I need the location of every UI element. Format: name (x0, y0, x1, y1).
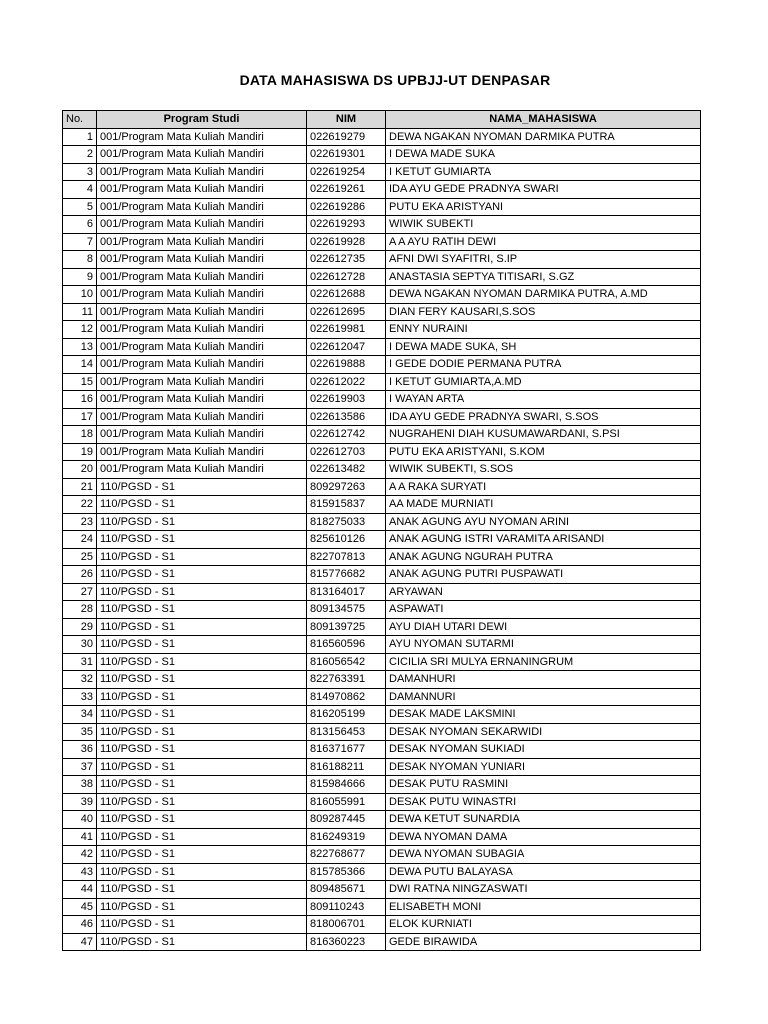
student-name-cell: AYU DIAH UTARI DEWI (386, 618, 701, 636)
table-row (63, 811, 701, 829)
row-number: 19 (63, 443, 97, 461)
nim-cell: 815785366 (307, 863, 386, 881)
row-number: 5 (63, 198, 97, 216)
program-studi-cell: 110/PGSD - S1 (97, 758, 307, 776)
nim-cell: 818006701 (307, 916, 386, 934)
program-studi-cell: 110/PGSD - S1 (97, 513, 307, 531)
table-row (63, 758, 701, 776)
row-number: 18 (63, 426, 97, 444)
row-number: 7 (63, 233, 97, 251)
program-studi-cell: 110/PGSD - S1 (97, 618, 307, 636)
row-number: 34 (63, 706, 97, 724)
row-number: 9 (63, 268, 97, 286)
row-number: 13 (63, 338, 97, 356)
program-studi-cell: 110/PGSD - S1 (97, 636, 307, 654)
program-studi-cell: 001/Program Mata Kuliah Mandiri (97, 356, 307, 374)
table-row (63, 268, 701, 286)
table-row (63, 881, 701, 899)
row-number: 44 (63, 881, 97, 899)
row-number: 21 (63, 478, 97, 496)
student-name-cell: AFNI DWI SYAFITRI, S.IP (386, 251, 701, 269)
student-name-cell: ARYAWAN (386, 583, 701, 601)
table-row (63, 251, 701, 269)
table-row (63, 723, 701, 741)
table-header-row (63, 111, 701, 129)
column-header-nim: NIM (307, 111, 386, 129)
program-studi-cell: 110/PGSD - S1 (97, 706, 307, 724)
table-row (63, 531, 701, 549)
program-studi-cell: 001/Program Mata Kuliah Mandiri (97, 391, 307, 409)
row-number: 30 (63, 636, 97, 654)
row-number: 29 (63, 618, 97, 636)
student-table (62, 110, 701, 951)
program-studi-cell: 001/Program Mata Kuliah Mandiri (97, 408, 307, 426)
row-number: 17 (63, 408, 97, 426)
table-row (63, 356, 701, 374)
nim-cell: 022612735 (307, 251, 386, 269)
student-name-cell: DEWA NGAKAN NYOMAN DARMIKA PUTRA (386, 128, 701, 146)
program-studi-cell: 001/Program Mata Kuliah Mandiri (97, 216, 307, 234)
nim-cell: 022612022 (307, 373, 386, 391)
row-number: 20 (63, 461, 97, 479)
student-name-cell: ANAK AGUNG NGURAH PUTRA (386, 548, 701, 566)
table-row (63, 933, 701, 951)
program-studi-cell: 001/Program Mata Kuliah Mandiri (97, 461, 307, 479)
program-studi-cell: 001/Program Mata Kuliah Mandiri (97, 321, 307, 339)
table-row (63, 513, 701, 531)
program-studi-cell: 110/PGSD - S1 (97, 846, 307, 864)
program-studi-cell: 110/PGSD - S1 (97, 548, 307, 566)
row-number: 10 (63, 286, 97, 304)
table-row (63, 776, 701, 794)
nim-cell: 022619888 (307, 356, 386, 374)
table-row (63, 338, 701, 356)
nim-cell: 822768677 (307, 846, 386, 864)
table-row (63, 146, 701, 164)
table-row (63, 741, 701, 759)
page-title: DATA MAHASISWA DS UPBJJ-UT DENPASAR (239, 72, 551, 88)
table-row (63, 128, 701, 146)
student-name-cell: DWI RATNA NINGZASWATI (386, 881, 701, 899)
program-studi-cell: 110/PGSD - S1 (97, 898, 307, 916)
row-number: 42 (63, 846, 97, 864)
program-studi-cell: 110/PGSD - S1 (97, 601, 307, 619)
program-studi-cell: 110/PGSD - S1 (97, 881, 307, 899)
nim-cell: 822763391 (307, 671, 386, 689)
nim-cell: 815984666 (307, 776, 386, 794)
row-number: 46 (63, 916, 97, 934)
student-name-cell: DEWA NGAKAN NYOMAN DARMIKA PUTRA, A.MD (386, 286, 701, 304)
program-studi-cell: 001/Program Mata Kuliah Mandiri (97, 443, 307, 461)
table-row (63, 181, 701, 199)
nim-cell: 816055991 (307, 793, 386, 811)
row-number: 39 (63, 793, 97, 811)
row-number: 16 (63, 391, 97, 409)
nim-cell: 022619261 (307, 181, 386, 199)
student-name-cell: WIWIK SUBEKTI, S.SOS (386, 461, 701, 479)
nim-cell: 816205199 (307, 706, 386, 724)
student-name-cell: DESAK PUTU WINASTRI (386, 793, 701, 811)
nim-cell: 022619286 (307, 198, 386, 216)
student-name-cell: DAMANHURI (386, 671, 701, 689)
table-row (63, 636, 701, 654)
program-studi-cell: 001/Program Mata Kuliah Mandiri (97, 128, 307, 146)
row-number: 27 (63, 583, 97, 601)
nim-cell: 022619928 (307, 233, 386, 251)
nim-cell: 816560596 (307, 636, 386, 654)
nim-cell: 809287445 (307, 811, 386, 829)
table-row (63, 233, 701, 251)
nim-cell: 022612742 (307, 426, 386, 444)
program-studi-cell: 001/Program Mata Kuliah Mandiri (97, 198, 307, 216)
nim-cell: 816056542 (307, 653, 386, 671)
table-row (63, 828, 701, 846)
nim-cell: 809134575 (307, 601, 386, 619)
row-number: 41 (63, 828, 97, 846)
student-name-cell: I GEDE DODIE PERMANA PUTRA (386, 356, 701, 374)
table-row (63, 163, 701, 181)
table-row (63, 303, 701, 321)
row-number: 1 (63, 128, 97, 146)
nim-cell: 825610126 (307, 531, 386, 549)
nim-cell: 809139725 (307, 618, 386, 636)
student-name-cell: DESAK MADE LAKSMINI (386, 706, 701, 724)
table-row (63, 916, 701, 934)
table-row (63, 566, 701, 584)
row-number: 6 (63, 216, 97, 234)
program-studi-cell: 001/Program Mata Kuliah Mandiri (97, 286, 307, 304)
student-name-cell: DESAK NYOMAN SEKARWIDI (386, 723, 701, 741)
nim-cell: 022619981 (307, 321, 386, 339)
program-studi-cell: 001/Program Mata Kuliah Mandiri (97, 251, 307, 269)
table-row (63, 706, 701, 724)
row-number: 26 (63, 566, 97, 584)
program-studi-cell: 001/Program Mata Kuliah Mandiri (97, 233, 307, 251)
row-number: 38 (63, 776, 97, 794)
student-name-cell: NUGRAHENI DIAH KUSUMAWARDANI, S.PSI (386, 426, 701, 444)
student-name-cell: I WAYAN ARTA (386, 391, 701, 409)
student-name-cell: ELOK KURNIATI (386, 916, 701, 934)
program-studi-cell: 001/Program Mata Kuliah Mandiri (97, 303, 307, 321)
row-number: 32 (63, 671, 97, 689)
nim-cell: 816249319 (307, 828, 386, 846)
student-name-cell: I KETUT GUMIARTA,A.MD (386, 373, 701, 391)
nim-cell: 022612047 (307, 338, 386, 356)
program-studi-cell: 110/PGSD - S1 (97, 741, 307, 759)
program-studi-cell: 110/PGSD - S1 (97, 531, 307, 549)
program-studi-cell: 110/PGSD - S1 (97, 496, 307, 514)
program-studi-cell: 001/Program Mata Kuliah Mandiri (97, 426, 307, 444)
row-number: 43 (63, 863, 97, 881)
row-number: 23 (63, 513, 97, 531)
table-row (63, 321, 701, 339)
row-number: 28 (63, 601, 97, 619)
row-number: 31 (63, 653, 97, 671)
student-name-cell: A A AYU RATIH DEWI (386, 233, 701, 251)
table-row (63, 583, 701, 601)
nim-cell: 815915837 (307, 496, 386, 514)
student-name-cell: PUTU EKA ARISTYANI (386, 198, 701, 216)
row-number: 24 (63, 531, 97, 549)
student-name-cell: I DEWA MADE SUKA, SH (386, 338, 701, 356)
row-number: 15 (63, 373, 97, 391)
nim-cell: 813156453 (307, 723, 386, 741)
nim-cell: 022612688 (307, 286, 386, 304)
student-name-cell: PUTU EKA ARISTYANI, S.KOM (386, 443, 701, 461)
row-number: 8 (63, 251, 97, 269)
nim-cell: 022612728 (307, 268, 386, 286)
row-number: 35 (63, 723, 97, 741)
student-name-cell: ANAK AGUNG PUTRI PUSPAWATI (386, 566, 701, 584)
row-number: 45 (63, 898, 97, 916)
student-name-cell: DESAK NYOMAN SUKIADI (386, 741, 701, 759)
student-name-cell: AYU NYOMAN SUTARMI (386, 636, 701, 654)
row-number: 37 (63, 758, 97, 776)
program-studi-cell: 110/PGSD - S1 (97, 776, 307, 794)
student-name-cell: A A RAKA SURYATI (386, 478, 701, 496)
table-row (63, 478, 701, 496)
nim-cell: 022613482 (307, 461, 386, 479)
nim-cell: 822707813 (307, 548, 386, 566)
student-name-cell: I DEWA MADE SUKA (386, 146, 701, 164)
student-name-cell: DEWA PUTU BALAYASA (386, 863, 701, 881)
nim-cell: 022619903 (307, 391, 386, 409)
nim-cell: 809485671 (307, 881, 386, 899)
row-number: 12 (63, 321, 97, 339)
student-name-cell: ANAK AGUNG AYU NYOMAN ARINI (386, 513, 701, 531)
row-number: 36 (63, 741, 97, 759)
nim-cell: 022612695 (307, 303, 386, 321)
student-name-cell: DIAN FERY KAUSARI,S.SOS (386, 303, 701, 321)
table-row (63, 548, 701, 566)
nim-cell: 813164017 (307, 583, 386, 601)
nim-cell: 818275033 (307, 513, 386, 531)
student-name-cell: ANAK AGUNG ISTRI VARAMITA ARISANDI (386, 531, 701, 549)
program-studi-cell: 001/Program Mata Kuliah Mandiri (97, 268, 307, 286)
program-studi-cell: 110/PGSD - S1 (97, 723, 307, 741)
nim-cell: 022619279 (307, 128, 386, 146)
program-studi-cell: 110/PGSD - S1 (97, 933, 307, 951)
nim-cell: 022619293 (307, 216, 386, 234)
program-studi-cell: 110/PGSD - S1 (97, 863, 307, 881)
nim-cell: 022613586 (307, 408, 386, 426)
program-studi-cell: 110/PGSD - S1 (97, 671, 307, 689)
student-name-cell: DAMANNURI (386, 688, 701, 706)
student-name-cell: IDA AYU GEDE PRADNYA SWARI (386, 181, 701, 199)
table-row (63, 688, 701, 706)
student-name-cell: AA MADE MURNIATI (386, 496, 701, 514)
student-name-cell: DEWA KETUT SUNARDIA (386, 811, 701, 829)
nim-cell: 816188211 (307, 758, 386, 776)
column-header-name: NAMA_MAHASISWA (386, 111, 701, 129)
row-number: 14 (63, 356, 97, 374)
student-name-cell: ENNY NURAINI (386, 321, 701, 339)
student-name-cell: DESAK PUTU RASMINI (386, 776, 701, 794)
student-name-cell: ASPAWATI (386, 601, 701, 619)
row-number: 25 (63, 548, 97, 566)
table-row (63, 601, 701, 619)
nim-cell: 809110243 (307, 898, 386, 916)
row-number: 4 (63, 181, 97, 199)
program-studi-cell: 110/PGSD - S1 (97, 811, 307, 829)
table-row (63, 618, 701, 636)
program-studi-cell: 110/PGSD - S1 (97, 688, 307, 706)
nim-cell: 022619301 (307, 146, 386, 164)
row-number: 11 (63, 303, 97, 321)
table-row (63, 373, 701, 391)
column-header-program: Program Studi (97, 111, 307, 129)
table-row (63, 408, 701, 426)
table-row (63, 898, 701, 916)
row-number: 47 (63, 933, 97, 951)
nim-cell: 816360223 (307, 933, 386, 951)
student-name-cell: CICILIA SRI MULYA ERNANINGRUM (386, 653, 701, 671)
program-studi-cell: 110/PGSD - S1 (97, 828, 307, 846)
row-number: 22 (63, 496, 97, 514)
nim-cell: 022619254 (307, 163, 386, 181)
student-name-cell: DESAK NYOMAN YUNIARI (386, 758, 701, 776)
student-name-cell: DEWA NYOMAN DAMA (386, 828, 701, 846)
table-row (63, 391, 701, 409)
row-number: 33 (63, 688, 97, 706)
table-body (63, 128, 701, 951)
program-studi-cell: 001/Program Mata Kuliah Mandiri (97, 181, 307, 199)
program-studi-cell: 001/Program Mata Kuliah Mandiri (97, 373, 307, 391)
student-name-cell: ELISABETH MONI (386, 898, 701, 916)
table-row (63, 793, 701, 811)
student-name-cell: GEDE BIRAWIDA (386, 933, 701, 951)
student-name-cell: WIWIK SUBEKTI (386, 216, 701, 234)
student-name-cell: IDA AYU GEDE PRADNYA SWARI, S.SOS (386, 408, 701, 426)
program-studi-cell: 110/PGSD - S1 (97, 793, 307, 811)
program-studi-cell: 001/Program Mata Kuliah Mandiri (97, 146, 307, 164)
program-studi-cell: 001/Program Mata Kuliah Mandiri (97, 163, 307, 181)
table-row (63, 443, 701, 461)
program-studi-cell: 110/PGSD - S1 (97, 653, 307, 671)
row-number: 2 (63, 146, 97, 164)
program-studi-cell: 110/PGSD - S1 (97, 478, 307, 496)
student-name-cell: DEWA NYOMAN SUBAGIA (386, 846, 701, 864)
table-row (63, 846, 701, 864)
nim-cell: 815776682 (307, 566, 386, 584)
student-name-cell: I KETUT GUMIARTA (386, 163, 701, 181)
column-header-no: No. (63, 111, 97, 129)
table-row (63, 286, 701, 304)
table-row (63, 863, 701, 881)
row-number: 3 (63, 163, 97, 181)
nim-cell: 809297263 (307, 478, 386, 496)
student-name-cell: ANASTASIA SEPTYA TITISARI, S.GZ (386, 268, 701, 286)
table-row (63, 216, 701, 234)
nim-cell: 816371677 (307, 741, 386, 759)
table-row (63, 461, 701, 479)
table-row (63, 496, 701, 514)
table-row (63, 426, 701, 444)
program-studi-cell: 110/PGSD - S1 (97, 566, 307, 584)
nim-cell: 814970862 (307, 688, 386, 706)
program-studi-cell: 001/Program Mata Kuliah Mandiri (97, 338, 307, 356)
table-row (63, 671, 701, 689)
row-number: 40 (63, 811, 97, 829)
table-row (63, 198, 701, 216)
program-studi-cell: 110/PGSD - S1 (97, 916, 307, 934)
table-row (63, 653, 701, 671)
program-studi-cell: 110/PGSD - S1 (97, 583, 307, 601)
nim-cell: 022612703 (307, 443, 386, 461)
